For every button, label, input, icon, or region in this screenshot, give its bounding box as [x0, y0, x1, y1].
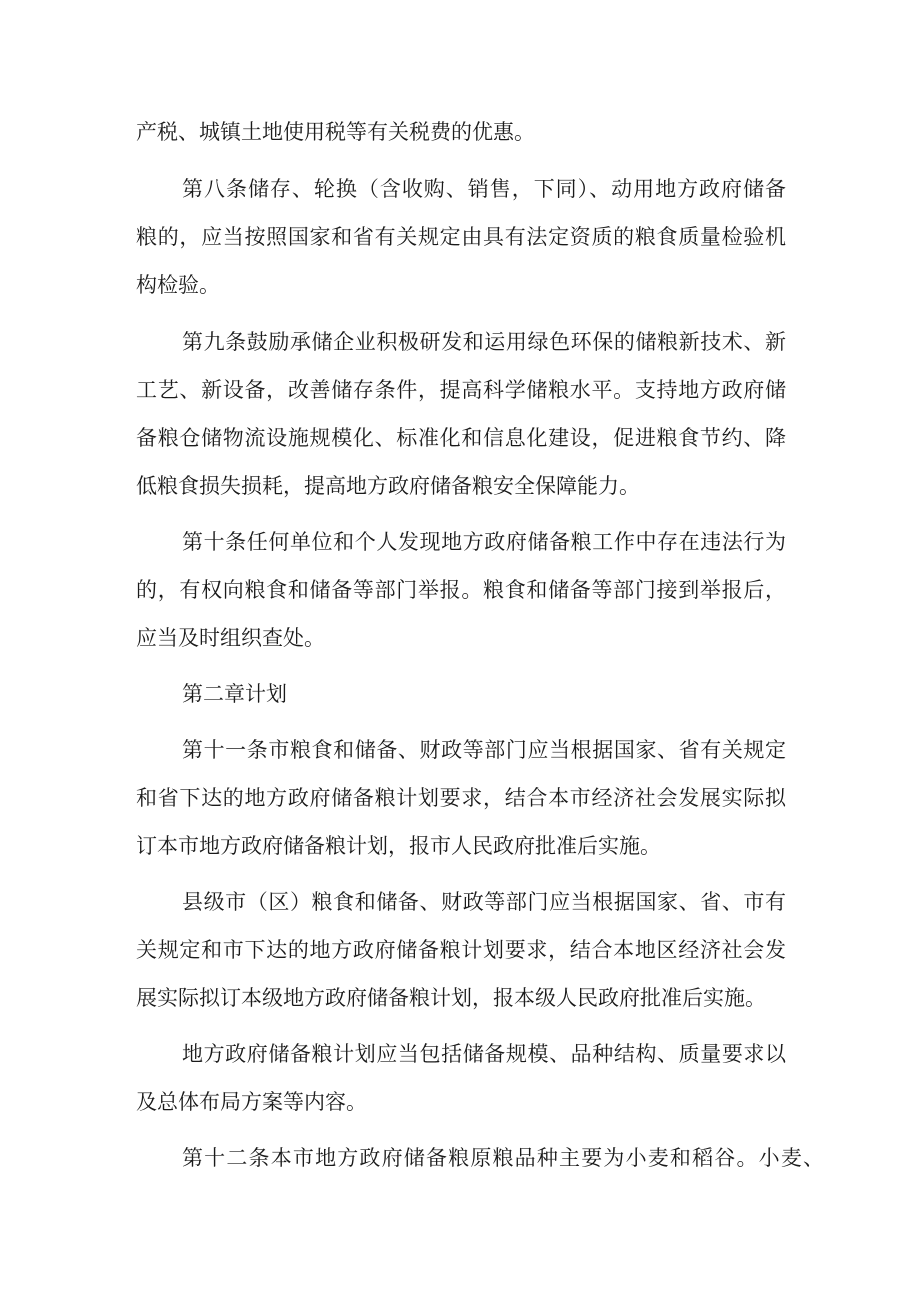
paragraph-line: 关规定和市下达的地方政府储备粮计划要求，结合本地区经济社会发 [136, 938, 786, 962]
paragraph-line: 第十条任何单位和个人发现地方政府储备粮工作中存在违法行为 [182, 530, 786, 554]
paragraph-line: 展实际拟订本级地方政府储备粮计划，报本级人民政府批准后实施。 [136, 986, 766, 1010]
paragraph-line: 地方政府储备粮计划应当包括储备规模、品种结构、质量要求以 [182, 1042, 786, 1066]
paragraph-line: 产税、城镇土地使用税等有关税费的优惠。 [136, 120, 535, 144]
paragraph-line: 订本市地方政府储备粮计划，报市人民政府批准后实施。 [136, 834, 661, 858]
paragraph-line: 第十二条本市地方政府储备粮原粮品种主要为小麦和稻谷。小麦、 [182, 1146, 824, 1170]
paragraph-line: 工艺、新设备，改善储存条件，提高科学储粮水平。支持地方政府储 [136, 378, 786, 402]
paragraph-line: 的，有权向粮食和储备等部门举报。粮食和储备等部门接到举报后， [136, 578, 786, 602]
paragraph-line: 第十一条市粮食和储备、财政等部门应当根据国家、省有关规定 [182, 738, 786, 762]
paragraph-line: 粮的，应当按照国家和省有关规定由具有法定资质的粮食质量检验机 [136, 225, 786, 249]
paragraph-line: 第九条鼓励承储企业积极研发和运用绿色环保的储粮新技术、新 [182, 330, 786, 354]
paragraph-line: 应当及时组织查处。 [136, 626, 325, 650]
paragraph-line: 及总体布局方案等内容。 [136, 1090, 367, 1114]
paragraph-line: 备粮仓储物流设施规模化、标准化和信息化建设，促进粮食节约、降 [136, 426, 786, 450]
paragraph-line: 和省下达的地方政府储备粮计划要求，结合本市经济社会发展实际拟 [136, 786, 786, 810]
paragraph-line: 构检验。 [136, 273, 220, 297]
paragraph-line: 低粮食损失损耗，提高地方政府储备粮安全保障能力。 [136, 474, 640, 498]
paragraph-line: 县级市（区）粮食和储备、财政等部门应当根据国家、省、市有 [182, 890, 786, 914]
paragraph-line: 第八条储存、轮换（含收购、销售，下同）、动用地方政府储备 [182, 177, 786, 201]
chapter-heading: 第二章计划 [182, 682, 287, 706]
